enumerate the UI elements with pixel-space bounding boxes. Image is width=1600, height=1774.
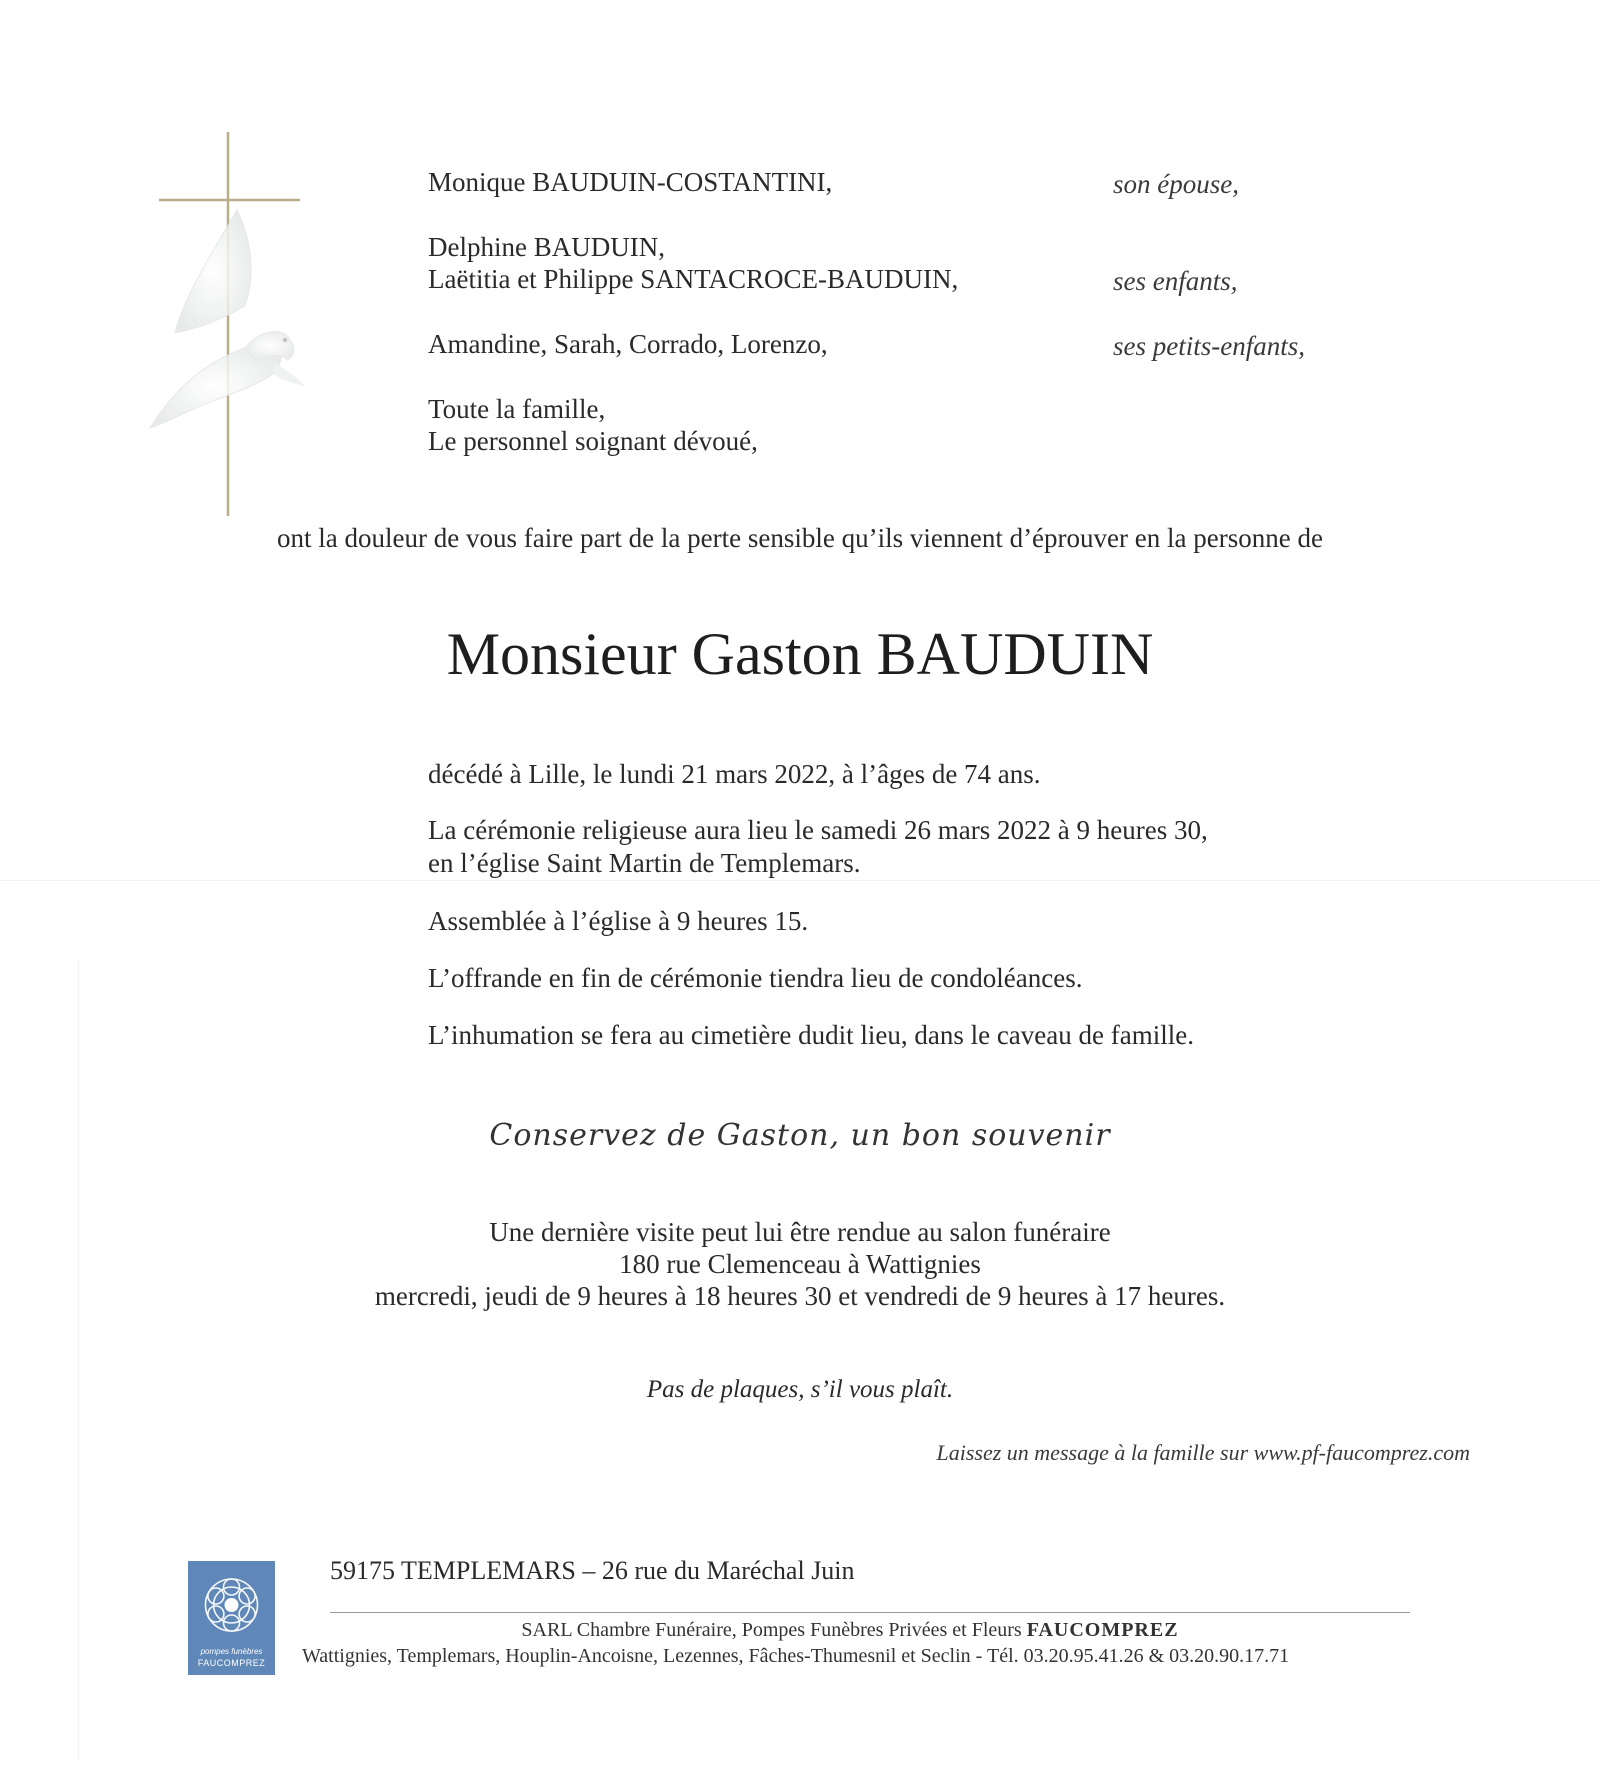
funeral-home-address: 59175 TEMPLEMARS – 26 rue du Maréchal Juin bbox=[330, 1556, 855, 1585]
message-link[interactable]: Laissez un message à la famille sur www.pf-faucomprez.com bbox=[936, 1440, 1470, 1465]
fold-line bbox=[0, 880, 1600, 881]
intro-sentence: ont la douleur de vous faire part de la perte sensible qu’ils viennent d’éprouver en la personne de bbox=[277, 523, 1323, 553]
logo-name: FAUCOMPREZ bbox=[197, 1658, 266, 1668]
faucomprez-logo bbox=[188, 1561, 275, 1675]
no-plates-note: Pas de plaques, s’il vous plaît. bbox=[646, 1376, 954, 1403]
grandchildren-relation: ses petits-enfants, bbox=[1113, 331, 1305, 361]
ceremony-line-1: La cérémonie religieuse aura lieu le samedi 26 mars 2022 à 9 heures 30, bbox=[428, 815, 1208, 845]
death-notice: décédé à Lille, le lundi 21 mars 2022, à l’âges de 74 ans. bbox=[428, 759, 1041, 789]
company-prefix: SARL Chambre Funéraire, Pompes Funèbres Privées et Fleurs bbox=[521, 1619, 1022, 1641]
visit-block bbox=[0, 1216, 1600, 1312]
grandchildren-names: Amandine, Sarah, Corrado, Lorenzo, bbox=[428, 329, 828, 359]
footer-divider bbox=[330, 1612, 1410, 1613]
visit-line-3: mercredi, jeudi de 9 heures à 18 heures 30 et vendredi de 9 heures à 17 heures. bbox=[374, 1281, 1226, 1311]
child-name-1: Delphine BAUDUIN, bbox=[428, 232, 665, 262]
logo-tagline: pompes funèbres bbox=[200, 1647, 263, 1656]
company-line bbox=[0, 1619, 1600, 1642]
cross-dove-icon bbox=[145, 128, 315, 518]
care-staff: Le personnel soignant dévoué, bbox=[428, 426, 758, 456]
assembly-time: Assemblée à l’église à 9 heures 15. bbox=[428, 906, 809, 936]
spouse-relation: son épouse, bbox=[1113, 169, 1239, 199]
other-family: Toute la famille, bbox=[428, 394, 606, 424]
deceased-name: Monsieur Gaston BAUDUIN bbox=[446, 621, 1154, 687]
spouse-name: Monique BAUDUIN-COSTANTINI, bbox=[428, 167, 833, 197]
ceremony-line-2: en l’église Saint Martin de Templemars. bbox=[428, 848, 861, 878]
child-name-2: Laëtitia et Philippe SANTACROCE-BAUDUIN, bbox=[428, 264, 959, 294]
burial-note: L’inhumation se fera au cimetière dudit lieu, dans le caveau de famille. bbox=[428, 1020, 1194, 1050]
children-relation: ses enfants, bbox=[1113, 266, 1238, 296]
locations-phones: Wattignies, Templemars, Houplin-Ancoisne, Lezennes, Fâches-Thumesnil et Seclin - Tél. 03.20.95.41.26 & 03.20.90.17.71 bbox=[302, 1645, 1290, 1667]
visit-line-1: Une dernière visite peut lui être rendue au salon funéraire bbox=[489, 1217, 1111, 1247]
company-name: FAUCOMPREZ bbox=[1026, 1619, 1179, 1641]
memory-quote: Conservez de Gaston, un bon souvenir bbox=[489, 1118, 1111, 1153]
visit-line-2: 180 rue Clemenceau à Wattignies bbox=[619, 1249, 981, 1279]
offering-note: L’offrande en fin de cérémonie tiendra lieu de condoléances. bbox=[428, 963, 1083, 993]
